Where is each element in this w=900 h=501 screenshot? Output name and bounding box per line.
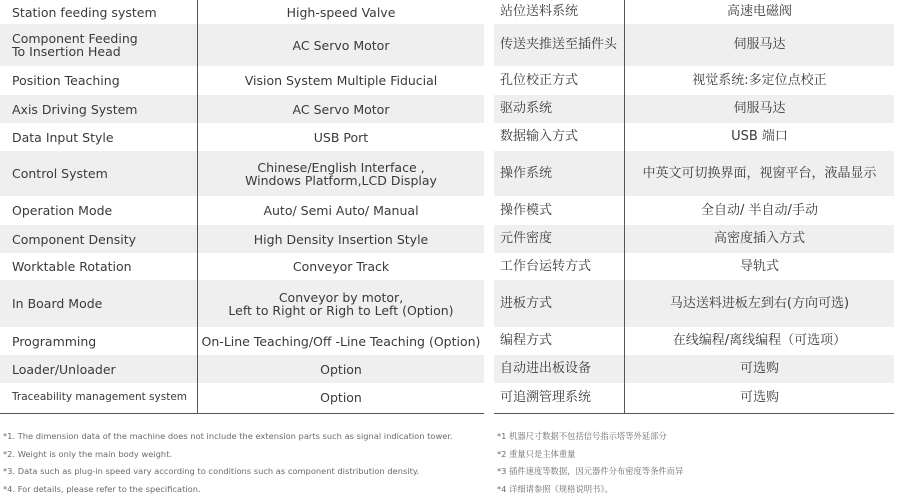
spec-label: In Board Mode bbox=[0, 280, 198, 327]
spec-row bbox=[0, 355, 484, 383]
spec-label: 驱动系统 bbox=[494, 95, 625, 123]
footnote: *3 插件速度等数据，因元器件分布密度等条件而异 bbox=[497, 466, 684, 476]
spec-label: 工作台运转方式 bbox=[494, 253, 625, 280]
footnote: *3. Data such as plug-in speed vary according to conditions such as component distribution density. bbox=[3, 466, 420, 476]
spec-row bbox=[494, 253, 894, 280]
spec-value: AC Servo Motor bbox=[198, 95, 485, 123]
footnotes-english bbox=[3, 428, 493, 498]
spec-value: 伺服马达 bbox=[625, 95, 895, 123]
spec-value: USB 端口 bbox=[731, 129, 788, 144]
spec-row bbox=[0, 66, 484, 95]
spec-label: 站位送料系统 bbox=[494, 0, 625, 24]
spec-label: Station feeding system bbox=[0, 0, 198, 24]
spec-row bbox=[494, 196, 894, 225]
spec-value: 全自动/ 半自动/手动 bbox=[701, 202, 818, 218]
spec-value: 高速电磁阀 bbox=[726, 4, 792, 19]
spec-label: 元件密度 bbox=[494, 225, 625, 253]
spec-row bbox=[494, 225, 894, 253]
spec-label: Component Feeding To Insertion Head bbox=[0, 24, 198, 66]
spec-label: Position Teaching bbox=[0, 66, 198, 95]
spec-row bbox=[494, 327, 894, 355]
spec-label: 数据输入方式 bbox=[494, 123, 625, 151]
spec-label: Component Density bbox=[0, 225, 198, 253]
spec-label: 编程方式 bbox=[494, 327, 625, 355]
spec-label: 传送夹推送至插件头 bbox=[494, 24, 625, 66]
spec-table-chinese bbox=[494, 0, 894, 414]
footnote: *2. Weight is only the main body weight. bbox=[3, 448, 173, 459]
spec-row bbox=[0, 24, 484, 66]
footnote: *1. The dimension data of the machine does not include the extension parts such as signal indication tower. bbox=[3, 431, 453, 441]
spec-value: High-speed Valve bbox=[286, 4, 396, 20]
spec-value: Option bbox=[198, 355, 485, 383]
spec-row bbox=[0, 0, 484, 24]
spec-row bbox=[0, 151, 484, 196]
spec-label: 孔位校正方式 bbox=[494, 66, 625, 95]
spec-row bbox=[0, 225, 484, 253]
spec-row bbox=[494, 151, 894, 196]
spec-label: Programming bbox=[0, 327, 198, 355]
spec-value: Chinese/English Interface , Windows Platform,LCD Display bbox=[198, 151, 485, 196]
spec-value: Conveyor by motor, Left to Right or Righ to Left (Option) bbox=[198, 280, 485, 327]
spec-row bbox=[494, 0, 894, 24]
spec-value: Option bbox=[198, 383, 485, 413]
footnote: *2 重量只是主体重量 bbox=[497, 448, 576, 459]
spec-value: 伺服马达 bbox=[625, 24, 895, 66]
spec-label: Axis Driving System bbox=[0, 95, 198, 123]
spec-table-english-body bbox=[0, 0, 484, 413]
footnotes-chinese bbox=[497, 428, 897, 498]
spec-table-english bbox=[0, 0, 484, 414]
spec-label: 操作系统 bbox=[494, 151, 625, 196]
spec-value: 导轨式 bbox=[739, 258, 779, 274]
spec-value: Vision System Multiple Fiducial bbox=[244, 73, 438, 88]
spec-value: 可选购 bbox=[625, 383, 895, 413]
spec-value: 可选购 bbox=[625, 355, 895, 383]
spec-row bbox=[494, 123, 894, 151]
spec-row bbox=[0, 123, 484, 151]
footnote: *4 详细请参照《规格说明书》。 bbox=[497, 483, 613, 494]
spec-value: 在线编程/离线编程（可选项） bbox=[672, 333, 847, 348]
spec-row bbox=[0, 280, 484, 327]
spec-value: USB Port bbox=[313, 129, 369, 145]
spec-row bbox=[494, 66, 894, 95]
spec-label: Control System bbox=[0, 151, 198, 196]
spec-label: Operation Mode bbox=[0, 196, 198, 225]
spec-row bbox=[0, 253, 484, 280]
spec-value: Auto/ Semi Auto/ Manual bbox=[263, 203, 419, 218]
spec-value: High Density Insertion Style bbox=[198, 225, 485, 253]
spec-value: 视觉系统:多定位点校正 bbox=[692, 72, 827, 88]
footnote: *1 机器尺寸数据不包括信号指示塔等外延部分 bbox=[497, 431, 667, 441]
spec-row bbox=[494, 95, 894, 123]
spec-label: Data Input Style bbox=[0, 123, 198, 151]
spec-label: 自动进出板设备 bbox=[494, 355, 625, 383]
spec-label: Traceability management system bbox=[0, 383, 198, 413]
spec-value: 马达送料进板左到右(方向可选) bbox=[625, 280, 895, 327]
spec-row bbox=[494, 24, 894, 66]
spec-row bbox=[0, 95, 484, 123]
spec-label: 进板方式 bbox=[494, 280, 625, 327]
spec-value: AC Servo Motor bbox=[198, 24, 485, 66]
spec-row bbox=[0, 327, 484, 355]
spec-label: Worktable Rotation bbox=[0, 253, 198, 280]
footnote: *4. For details, please refer to the specification. bbox=[3, 483, 201, 494]
spec-value: Conveyor Track bbox=[292, 259, 390, 274]
spec-label: 可追溯管理系统 bbox=[494, 383, 625, 413]
spec-label: 操作模式 bbox=[494, 196, 625, 225]
spec-value: 高密度插入方式 bbox=[625, 225, 895, 253]
spec-row bbox=[0, 383, 484, 413]
spec-value: On-Line Teaching/Off -Line Teaching (Option) bbox=[201, 333, 481, 349]
spec-table-chinese-body bbox=[494, 0, 894, 413]
spec-row bbox=[494, 383, 894, 413]
spec-row bbox=[494, 280, 894, 327]
spec-label: Loader/Unloader bbox=[0, 355, 198, 383]
spec-row bbox=[0, 196, 484, 225]
spec-value: 中英文可切换界面，视窗平台，液晶显示 bbox=[625, 151, 895, 196]
spec-row bbox=[494, 355, 894, 383]
